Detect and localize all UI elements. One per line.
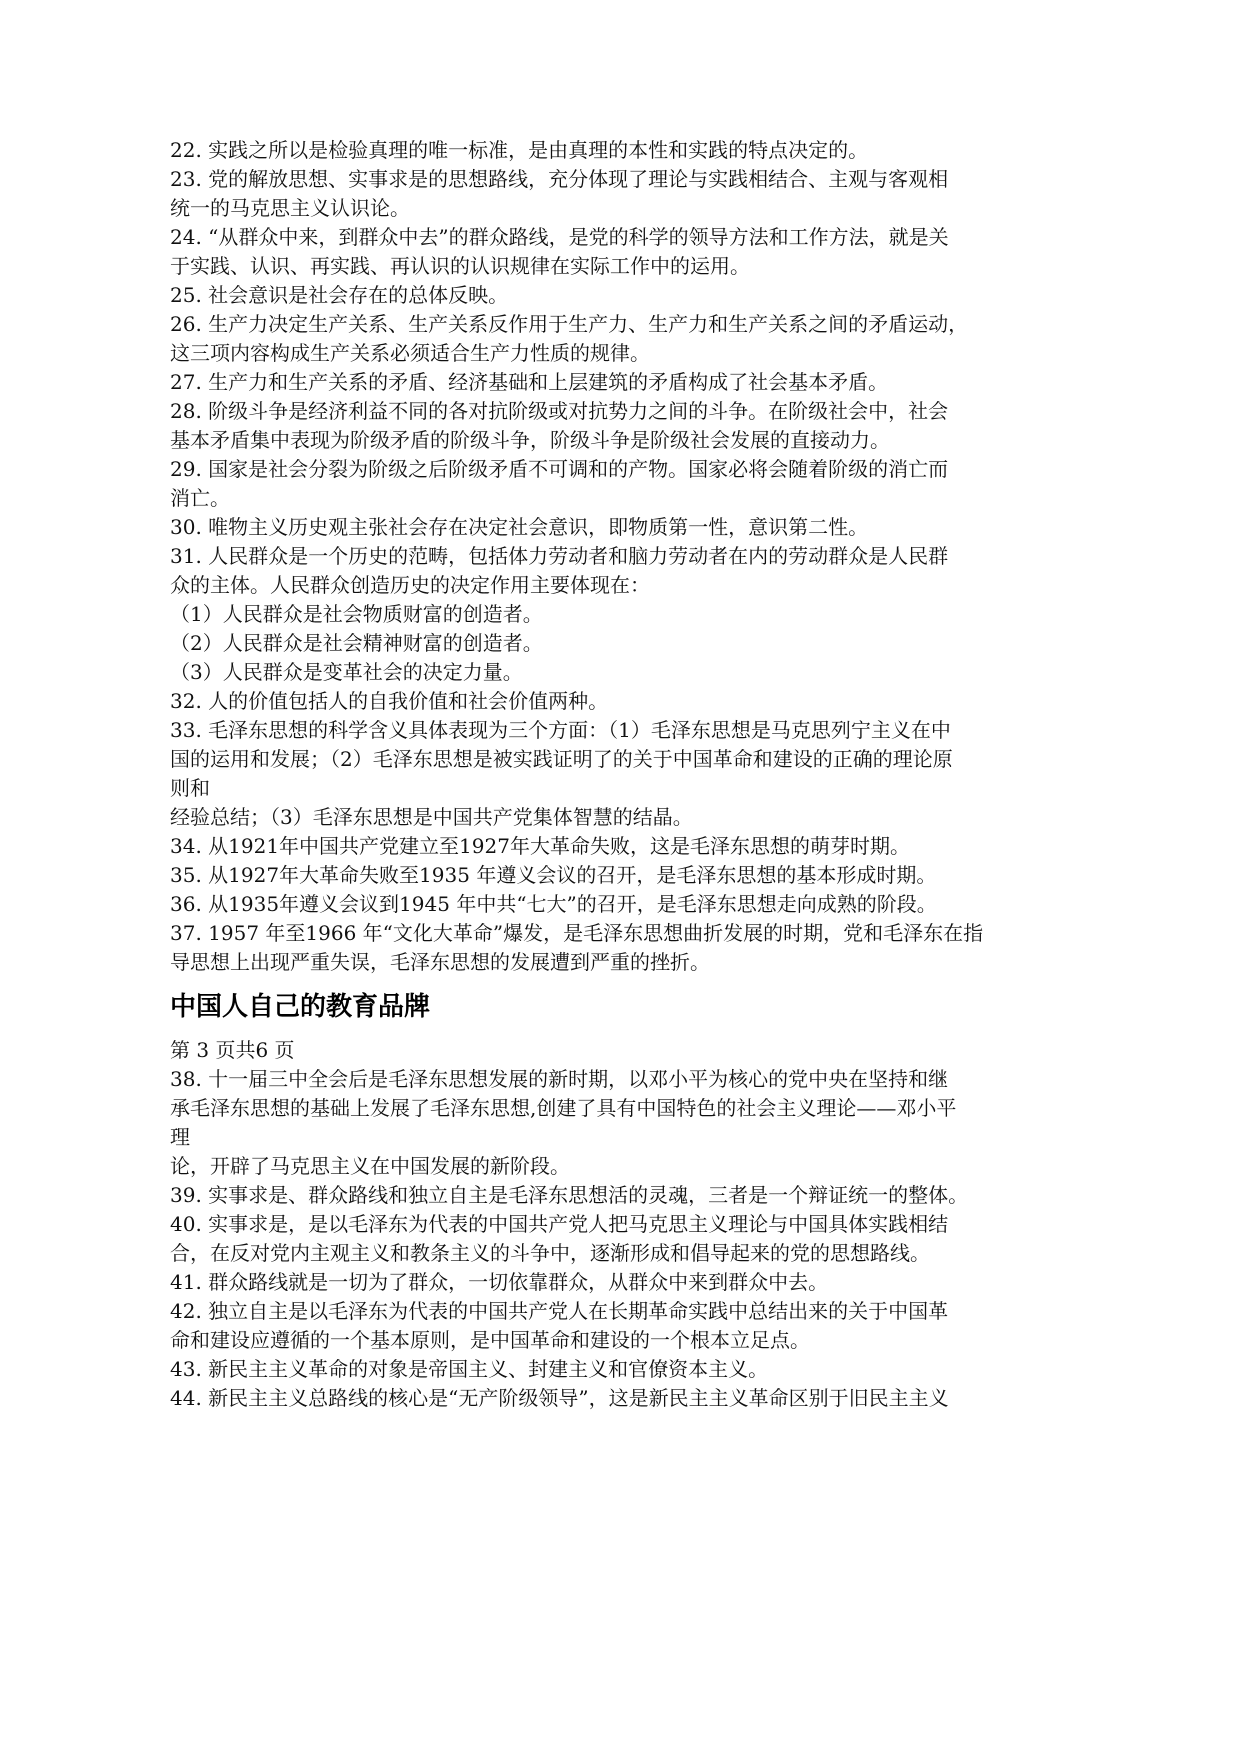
section-top <box>170 136 984 977</box>
text-line: 23. 党的解放思想、实事求是的思想路线，充分体现了理论与实践相结合、主观与客观相 <box>170 167 949 191</box>
text-line: 42. 独立自主是以毛泽东为代表的中国共产党人在长期革命实践中总结出来的关于中国革 <box>170 1299 949 1323</box>
list-item-24 <box>170 223 949 281</box>
list-item-44 <box>170 1384 949 1413</box>
sub-item-line: （2）人民群众是社会精神财富的创造者。 <box>170 631 543 655</box>
list-item-34 <box>170 832 940 861</box>
text-line: 43. 新民主主义革命的对象是帝国主义、封建主义和官僚资本主义。 <box>170 1357 769 1381</box>
text-line: 理 <box>170 1125 190 1149</box>
text-line: 37. 1957 年至1966 年“文化大革命”爆发，是毛泽东思想曲折发展的时期，党和毛泽东在指 <box>170 921 984 945</box>
text-line: 41. 群众路线就是一切为了群众，一切依靠群众，从群众中来到群众中去。 <box>170 1270 829 1294</box>
section-bottom <box>170 1065 969 1413</box>
text-line: 论，开辟了马克思主义在中国发展的新阶段。 <box>170 1154 570 1178</box>
list-item-30 <box>170 513 940 542</box>
list-item-40 <box>170 1210 949 1268</box>
text-line: 31. 人民群众是一个历史的范畴，包括体力劳动者和脑力劳动者在内的劳动群众是人民群 <box>170 544 949 568</box>
text-line: 39. 实事求是、群众路线和独立自主是毛泽东思想活的灵魂，三者是一个辩证统一的整体。 <box>170 1183 969 1207</box>
sub-item-line: （1）人民群众是社会物质财富的创造者。 <box>170 602 543 626</box>
text-line: 36. 从1935年遵义会议到1945 年中共“七大”的召开，是毛泽东思想走向成熟的阶段。 <box>170 892 937 916</box>
text-line: 承毛泽东思想的基础上发展了毛泽东思想,创建了具有中国特色的社会主义理论——邓小平 <box>170 1096 957 1120</box>
text-line: 34. 从1921年中国共产党建立至1927年大革命失败，这是毛泽东思想的萌芽时期。 <box>170 834 910 858</box>
list-item-41 <box>170 1268 940 1297</box>
text-line: 国的运用和发展；（2）毛泽东思想是被实践证明了的关于中国革命和建设的正确的理论原 <box>170 747 953 771</box>
text-line: 26. 生产力决定生产关系、生产关系反作用于生产力、生产力和生产关系之间的矛盾运动， <box>170 312 969 336</box>
text-line: 导思想上出现严重失误，毛泽东思想的发展遭到严重的挫折。 <box>170 950 710 974</box>
text-line: 于实践、认识、再实践、再认识的认识规律在实际工作中的运用。 <box>170 254 750 278</box>
text-line: 33. 毛泽东思想的科学含义具体表现为三个方面：（1）毛泽东思想是马克思列宁主义在中 <box>170 718 951 742</box>
list-item-38 <box>170 1065 957 1181</box>
text-line: 消亡。 <box>170 486 230 510</box>
text-line: 这三项内容构成生产关系必须适合生产力性质的规律。 <box>170 341 650 365</box>
page-number: 第 3 页共6 页 <box>170 1038 295 1062</box>
text-line: 32. 人的价值包括人的自我价值和社会价值两种。 <box>170 689 609 713</box>
list-item-22 <box>170 136 940 165</box>
list-item-32 <box>170 687 940 716</box>
text-line: 22. 实践之所以是检验真理的唯一标准，是由真理的本性和实践的特点决定的。 <box>170 138 869 162</box>
sub-item-line: （3）人民群众是变革社会的决定力量。 <box>170 660 523 684</box>
list-item-27 <box>170 368 940 397</box>
list-item-36 <box>170 890 940 919</box>
text-line: 35. 从1927年大革命失败至1935 年遵义会议的召开，是毛泽东思想的基本形成时期。 <box>170 863 937 887</box>
text-line: 24. “从群众中来，到群众中去”的群众路线，是党的科学的领导方法和工作方法，就是关 <box>170 225 949 249</box>
list-item-26 <box>170 310 969 368</box>
text-line: 38. 十一届三中全会后是毛泽东思想发展的新时期，以邓小平为核心的党中央在坚持和继 <box>170 1067 949 1091</box>
list-item-23 <box>170 165 949 223</box>
text-line: 统一的马克思主义认识论。 <box>170 196 410 220</box>
text-line: 44. 新民主主义总路线的核心是“无产阶级领导”，这是新民主主义革命区别于旧民主主义 <box>170 1386 949 1410</box>
text-line: 28. 阶级斗争是经济利益不同的各对抗阶级或对抗势力之间的斗争。在阶级社会中，社会 <box>170 399 949 423</box>
section-heading: 中国人自己的教育品牌 <box>170 992 431 1022</box>
text-line: 则和 <box>170 776 210 800</box>
text-line: 25. 社会意识是社会存在的总体反映。 <box>170 283 509 307</box>
list-item-42 <box>170 1297 949 1355</box>
text-line: 基本矛盾集中表现为阶级矛盾的阶级斗争，阶级斗争是阶级社会发展的直接动力。 <box>170 428 890 452</box>
list-item-33 <box>170 716 953 832</box>
text-line: 27. 生产力和生产关系的矛盾、经济基础和上层建筑的矛盾构成了社会基本矛盾。 <box>170 370 889 394</box>
list-item-31 <box>170 542 949 687</box>
text-line: 29. 国家是社会分裂为阶级之后阶级矛盾不可调和的产物。国家必将会随着阶级的消亡而 <box>170 457 949 481</box>
list-item-25 <box>170 281 940 310</box>
document-page <box>170 136 984 1413</box>
text-line: 命和建设应遵循的一个基本原则，是中国革命和建设的一个根本立足点。 <box>170 1328 810 1352</box>
text-line: 30. 唯物主义历史观主张社会存在决定社会意识，即物质第一性，意识第二性。 <box>170 515 869 539</box>
text-line: 合，在反对党内主观主义和教条主义的斗争中，逐渐形成和倡导起来的党的思想路线。 <box>170 1241 930 1265</box>
list-item-29 <box>170 455 949 513</box>
text-line: 经验总结；（3）毛泽东思想是中国共产党集体智慧的结晶。 <box>170 805 693 829</box>
list-item-35 <box>170 861 940 890</box>
list-item-37 <box>170 919 984 977</box>
list-item-43 <box>170 1355 940 1384</box>
list-item-28 <box>170 397 949 455</box>
list-item-39 <box>170 1181 969 1210</box>
text-line: 众的主体。人民群众创造历史的决定作用主要体现在： <box>170 573 650 597</box>
text-line: 40. 实事求是，是以毛泽东为代表的中国共产党人把马克思主义理论与中国具体实践相结 <box>170 1212 949 1236</box>
